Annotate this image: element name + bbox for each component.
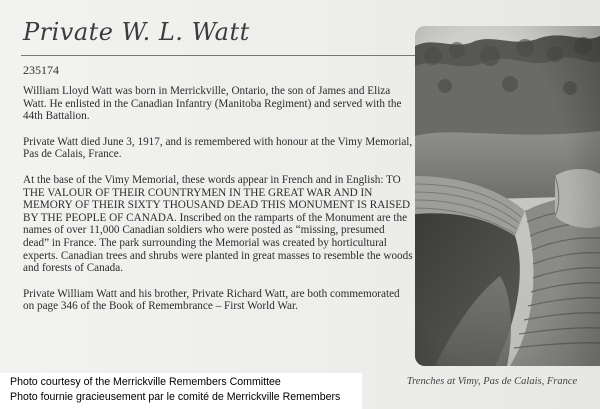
title-divider <box>21 55 415 56</box>
trench-photo <box>415 26 600 366</box>
page-title: Private W. L. Watt <box>23 18 250 46</box>
photo-credit-english: Photo courtesy of the Merrickville Remembers Committee <box>10 376 281 388</box>
paragraph-birth: William Lloyd Watt was born in Merrickville, Ontario, the son of James and Eliza Watt. He enlisted in the Canadian Infantry (Manitoba Regiment) and served with the 44th Battalion. <box>23 85 402 123</box>
photo-credit-french: Photo fournie gracieusement par le comité de Merrickville Remembers <box>10 391 341 403</box>
paragraph-commemoration: Private William Watt and his brother, Private Richard Watt, are both commemorated on page 346 of the Book of Remembrance – First World War. <box>23 287 400 313</box>
trench-photo-image <box>415 26 600 366</box>
photo-caption: Trenches at Vimy, Pas de Calais, France <box>406 376 578 387</box>
photo-credit-box <box>0 373 362 409</box>
biography-text <box>23 85 413 326</box>
paragraph-memorial: At the base of the Vimy Memorial, these words appear in French and in English: TO THE VALOUR OF THEIR COUNTRYMEN IN THE GREAT WAR AND IN MEMORY OF THEIR SIXTY THOUSAND DEAD THIS MONUMENT IS RAISED BY THE PEOPLE OF CANADA. Inscribed on the ramparts of the Monument are the names of over 11,000 Canadian soldiers who were posted as “missing, presumed dead” in France. The park surrounding the Memorial was created by horticultural experts. Canadian trees and shrubs were planted in great masses to resemble the woods and forests of Canada. <box>23 173 413 275</box>
paragraph-death: Private Watt died June 3, 1917, and is remembered with honour at the Vimy Memorial, Pas de Calais, France. <box>23 135 413 161</box>
service-number: 235174 <box>23 63 59 77</box>
